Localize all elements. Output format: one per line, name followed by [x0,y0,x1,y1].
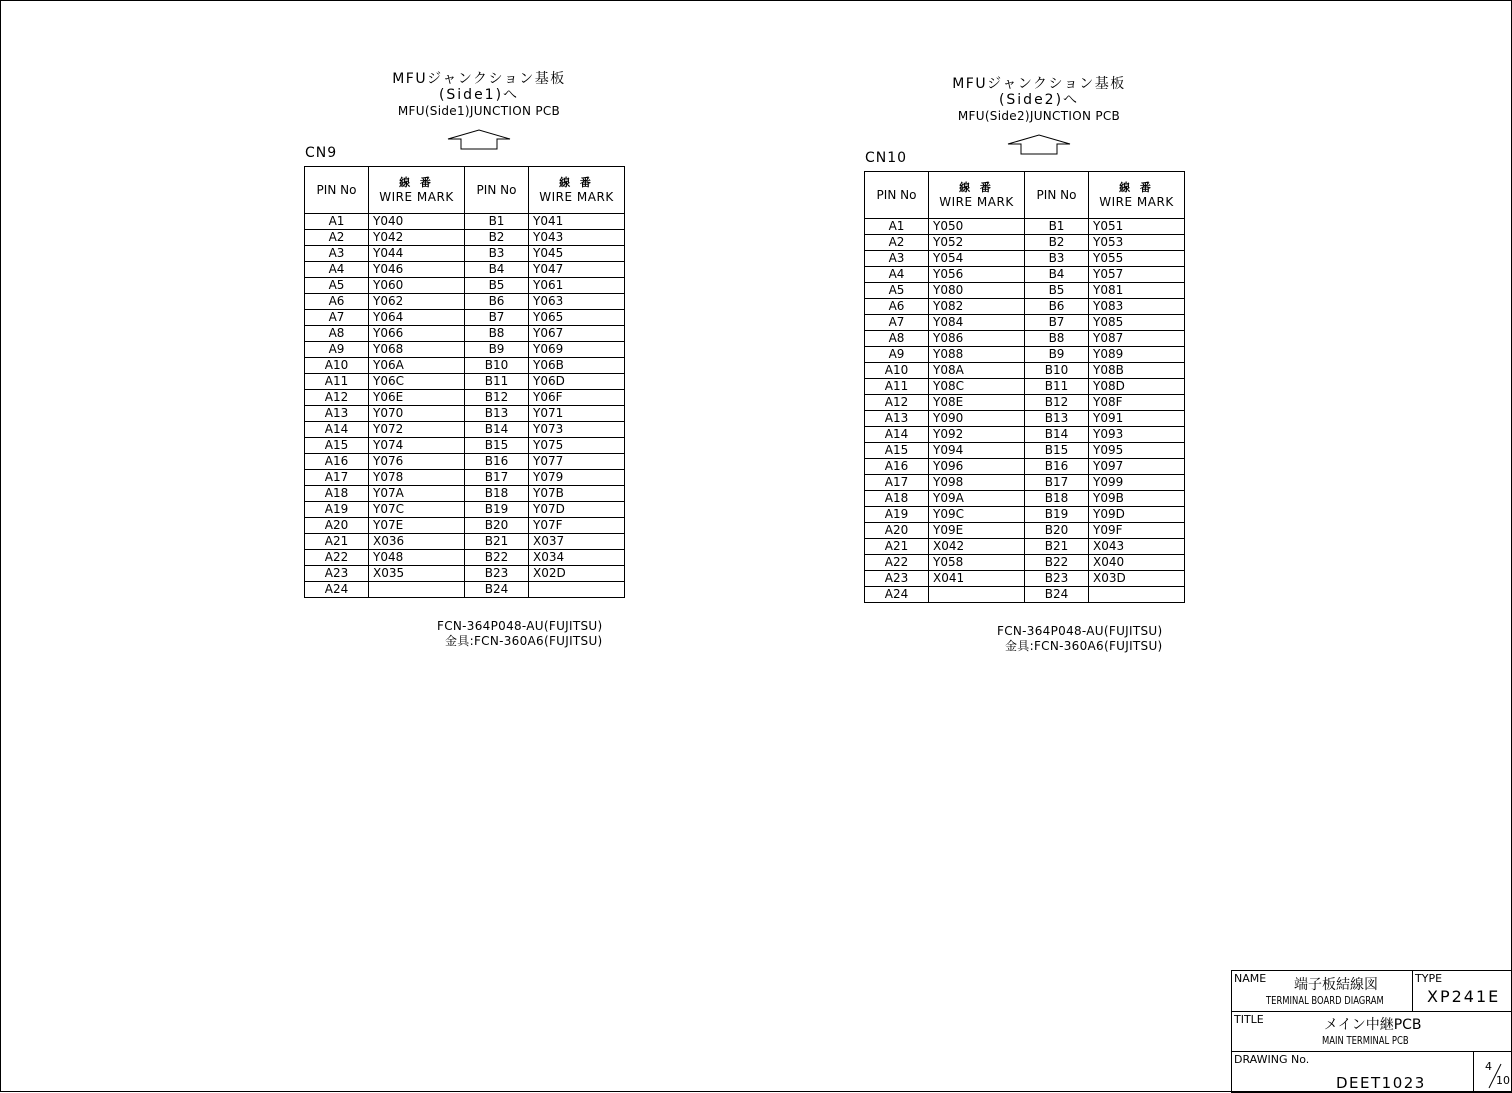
wire-mark-cell: Y08E [929,395,1025,411]
table-row [305,406,625,422]
table-row [865,235,1185,251]
pin-cell: A20 [305,518,369,534]
wire-mark-cell: Y07F [529,518,625,534]
connector-bracket: 金具:FCN-360A6(FUJITSU) [1005,639,1163,653]
pin-cell: A3 [305,246,369,262]
wire-mark-cell: Y073 [529,422,625,438]
connector-part: FCN-364P048-AU(FUJITSU) [997,624,1163,638]
pin-cell: A6 [305,294,369,310]
pin-cell: A2 [305,230,369,246]
wire-mark-cell: Y06B [529,358,625,374]
wire-mark-cell: Y08D [1089,379,1185,395]
pin-cell: A4 [305,262,369,278]
wire-mark-cell: Y09F [1089,523,1185,539]
connector-part-note [437,619,603,649]
table-row [305,486,625,502]
sheet-num: 4 [1485,1060,1492,1073]
pin-cell: A13 [865,411,929,427]
wire-mark-cell: Y07D [529,502,625,518]
name-jp: 端子板結線図 [1294,977,1378,993]
table-header-row [305,167,625,214]
pin-cell: B24 [465,582,529,598]
wire-mark-cell: Y084 [929,315,1025,331]
table-row [305,518,625,534]
table-row [305,454,625,470]
wire-mark-cell: Y050 [929,219,1025,235]
wire-mark-cell: Y089 [1089,347,1185,363]
pin-cell: B1 [1025,219,1089,235]
pin-cell: A24 [865,587,929,603]
table-row [865,283,1185,299]
pin-cell: A17 [865,475,929,491]
pin-header: PIN No [865,172,929,219]
table-row [865,395,1185,411]
table-row [865,315,1185,331]
pin-cell: A10 [865,363,929,379]
wire-mark-cell [929,587,1025,603]
pin-header: PIN No [465,167,529,214]
sheet-total: 10 [1496,1074,1510,1087]
wire-mark-cell: Y085 [1089,315,1185,331]
table-row [865,555,1185,571]
pin-cell: B12 [465,390,529,406]
table-row [305,550,625,566]
wire-mark-cell [529,582,625,598]
table-row [865,251,1185,267]
wire-mark-cell: Y096 [929,459,1025,475]
pin-cell: B9 [1025,347,1089,363]
header-line1: MFUジャンクション基板 [392,71,566,87]
table-row [865,347,1185,363]
table-row [305,262,625,278]
wire-mark-cell: Y095 [1089,443,1185,459]
wire-mark-cell: Y045 [529,246,625,262]
up-arrow-icon [1007,134,1071,156]
pin-cell: B3 [1025,251,1089,267]
wire-mark-cell: Y090 [929,411,1025,427]
pin-cell: A21 [865,539,929,555]
table-row [305,438,625,454]
pin-cell: B4 [465,262,529,278]
wire-mark-cell: Y094 [929,443,1025,459]
pin-header: PIN No [1025,172,1089,219]
wire-mark-cell: X036 [369,534,465,550]
pin-cell: A12 [305,390,369,406]
table-row [865,571,1185,587]
sheet-cell [1473,1051,1512,1093]
pin-cell: A22 [865,555,929,571]
pin-cell: B17 [465,470,529,486]
connector-label: CN9 [305,145,338,161]
header-line2: (Side1)へ [438,87,520,103]
pin-cell: B15 [1025,443,1089,459]
wire-mark-cell: X042 [929,539,1025,555]
table-row [305,214,625,230]
wire-mark-cell: X041 [929,571,1025,587]
wire-mark-cell [369,582,465,598]
type-cell [1412,970,1512,1012]
pin-cell: A14 [865,427,929,443]
pin-cell: A23 [305,566,369,582]
wire-mark-cell: Y07A [369,486,465,502]
pin-cell: B10 [465,358,529,374]
pin-cell: B20 [465,518,529,534]
wire-mark-cell: Y093 [1089,427,1185,443]
pin-cell: B7 [465,310,529,326]
wire-mark-cell: Y087 [1089,331,1185,347]
wire-mark-cell: Y08C [929,379,1025,395]
pin-cell: B11 [1025,379,1089,395]
wire-mark-cell: Y069 [529,342,625,358]
wire-mark-cell: Y06A [369,358,465,374]
wire-mark-cell: Y055 [1089,251,1185,267]
wire-mark-cell: Y064 [369,310,465,326]
wire-mark-cell: Y047 [529,262,625,278]
wire-mark-cell: Y086 [929,331,1025,347]
wire-mark-cell: Y052 [929,235,1025,251]
wire-mark-cell: Y057 [1089,267,1185,283]
pin-cell: A20 [865,523,929,539]
pin-header: PIN No [305,167,369,214]
table-row [865,459,1185,475]
table-row [865,299,1185,315]
pin-cell: B5 [1025,283,1089,299]
pin-cell: B15 [465,438,529,454]
pin-cell: A11 [305,374,369,390]
wire-mark-cell: Y06E [369,390,465,406]
wire-mark-cell: Y07E [369,518,465,534]
pin-cell: B22 [1025,555,1089,571]
name-label: NAME [1234,972,1267,985]
pin-cell: B7 [1025,315,1089,331]
table-row [305,534,625,550]
pin-cell: A6 [865,299,929,315]
pin-cell: A2 [865,235,929,251]
wire-mark-cell: Y06F [529,390,625,406]
wire-mark-cell: Y099 [1089,475,1185,491]
pin-cell: B12 [1025,395,1089,411]
wire-mark-cell: Y082 [929,299,1025,315]
pin-cell: B4 [1025,267,1089,283]
wire-mark-cell: Y040 [369,214,465,230]
header-block-2 [929,76,1149,124]
wire-mark-cell: Y097 [1089,459,1185,475]
header-line3: MFU(Side2)JUNCTION PCB [957,109,1121,123]
wire-mark-cell [1089,587,1185,603]
pin-cell: B6 [1025,299,1089,315]
title-block [1231,970,1512,1092]
wire-mark-cell: Y079 [529,470,625,486]
table-row [305,374,625,390]
pin-cell: A10 [305,358,369,374]
pin-cell: A17 [305,470,369,486]
header-line1: MFUジャンクション基板 [952,76,1126,92]
pin-cell: A7 [305,310,369,326]
table-row [305,502,625,518]
pin-cell: B3 [465,246,529,262]
wire-mark-cell: Y092 [929,427,1025,443]
wire-mark-cell: Y08B [1089,363,1185,379]
wire-mark-cell: Y062 [369,294,465,310]
pin-cell: B19 [465,502,529,518]
wire-mark-cell: Y098 [929,475,1025,491]
pin-cell: A1 [865,219,929,235]
pin-cell: A19 [865,507,929,523]
wire-mark-cell: Y060 [369,278,465,294]
wire-mark-cell: Y09D [1089,507,1185,523]
pin-cell: A12 [865,395,929,411]
wire-mark-cell: Y078 [369,470,465,486]
wire-mark-cell: Y081 [1089,283,1185,299]
pin-table [304,166,625,598]
type-value: XP241E [1427,987,1501,1006]
pin-cell: B2 [465,230,529,246]
table-row [305,582,625,598]
wire-header: 線 番 WIRE MARK [529,167,625,214]
wire-mark-cell: Y07C [369,502,465,518]
wire-mark-cell: Y09C [929,507,1025,523]
wire-mark-cell: Y074 [369,438,465,454]
pin-cell: B17 [1025,475,1089,491]
drawing-label: DRAWING No. [1234,1053,1310,1066]
pin-cell: A15 [865,443,929,459]
drawing-value: DEET1023 [1336,1074,1426,1092]
name-cell [1231,970,1413,1012]
table-row [305,422,625,438]
table-row [865,267,1185,283]
pin-cell: B16 [1025,459,1089,475]
pin-cell: B18 [465,486,529,502]
drawing-cell [1231,1051,1474,1093]
wire-mark-cell: X03D [1089,571,1185,587]
table-row [305,246,625,262]
type-label: TYPE [1415,972,1443,985]
wire-mark-cell: Y051 [1089,219,1185,235]
wire-mark-cell: Y061 [529,278,625,294]
table-row [865,587,1185,603]
pin-cell: A5 [865,283,929,299]
wire-mark-cell: Y08A [929,363,1025,379]
up-arrow-icon [447,129,511,151]
pin-cell: A13 [305,406,369,422]
wire-mark-cell: Y077 [529,454,625,470]
pin-cell: A7 [865,315,929,331]
wire-mark-cell: Y07B [529,486,625,502]
pin-cell: B2 [1025,235,1089,251]
wire-mark-cell: Y09E [929,523,1025,539]
pin-cell: A8 [865,331,929,347]
pin-cell: A9 [865,347,929,363]
table-row [865,379,1185,395]
wire-mark-cell: X043 [1089,539,1185,555]
pin-cell: A23 [865,571,929,587]
wire-mark-cell: Y071 [529,406,625,422]
table-row [865,363,1185,379]
wire-mark-cell: Y044 [369,246,465,262]
wire-mark-cell: X034 [529,550,625,566]
wire-mark-cell: Y063 [529,294,625,310]
wire-mark-cell: X037 [529,534,625,550]
pin-cell: A5 [305,278,369,294]
table-row [305,358,625,374]
table-row [305,326,625,342]
wire-mark-cell: Y070 [369,406,465,422]
header-block-1 [369,71,589,119]
pin-cell: B24 [1025,587,1089,603]
table-row [865,491,1185,507]
pin-cell: A18 [865,491,929,507]
wire-mark-cell: Y075 [529,438,625,454]
connector-label: CN10 [865,150,908,166]
title-jp: メイン中継PCB [1324,1017,1422,1033]
wire-mark-cell: Y08F [1089,395,1185,411]
table-row [865,475,1185,491]
table-row [305,390,625,406]
table-row [305,278,625,294]
pin-cell: B8 [465,326,529,342]
table-row [865,539,1185,555]
table-row [865,443,1185,459]
pin-table [864,171,1185,603]
pin-cell: B1 [465,214,529,230]
wire-mark-cell: Y043 [529,230,625,246]
pin-cell: A19 [305,502,369,518]
wire-mark-cell: Y088 [929,347,1025,363]
wire-mark-cell: X02D [529,566,625,582]
wire-header: 線 番 WIRE MARK [1089,172,1185,219]
wire-header: 線 番 WIRE MARK [929,172,1025,219]
table-row [305,230,625,246]
pin-cell: A24 [305,582,369,598]
table-row [865,411,1185,427]
pin-cell: A16 [305,454,369,470]
wire-mark-cell: Y065 [529,310,625,326]
wire-mark-cell: Y058 [929,555,1025,571]
name-en: TERMINAL BOARD DIAGRAM [1266,994,1384,1007]
pin-cell: A22 [305,550,369,566]
table-row [865,507,1185,523]
connector-bracket: 金具:FCN-360A6(FUJITSU) [445,634,603,648]
pin-cell: B13 [1025,411,1089,427]
wire-mark-cell: Y041 [529,214,625,230]
pin-cell: B20 [1025,523,1089,539]
wire-mark-cell: Y066 [369,326,465,342]
table-row [305,566,625,582]
wire-mark-cell: Y06D [529,374,625,390]
title-en: MAIN TERMINAL PCB [1322,1034,1409,1047]
title-cell [1231,1011,1512,1052]
header-line2: (Side2)へ [998,92,1080,108]
wire-mark-cell: Y09B [1089,491,1185,507]
pin-cell: A18 [305,486,369,502]
table-row [305,470,625,486]
wire-mark-cell: Y053 [1089,235,1185,251]
table-row [305,294,625,310]
pin-cell: B8 [1025,331,1089,347]
pin-cell: B21 [465,534,529,550]
wire-header: 線 番 WIRE MARK [369,167,465,214]
wire-mark-cell: X035 [369,566,465,582]
table-row [865,331,1185,347]
pin-cell: B13 [465,406,529,422]
title-label: TITLE [1234,1013,1264,1026]
wire-mark-cell: X040 [1089,555,1185,571]
pin-cell: A3 [865,251,929,267]
table-row [865,219,1185,235]
pin-cell: A11 [865,379,929,395]
pin-cell: A21 [305,534,369,550]
header-line3: MFU(Side1)JUNCTION PCB [397,104,561,118]
wire-mark-cell: Y083 [1089,299,1185,315]
pin-cell: B9 [465,342,529,358]
pin-cell: A16 [865,459,929,475]
wire-mark-cell: Y067 [529,326,625,342]
table-header-row [865,172,1185,219]
wire-mark-cell: Y068 [369,342,465,358]
wire-mark-cell: Y091 [1089,411,1185,427]
connector-part-note [997,624,1163,654]
table-row [305,342,625,358]
wire-mark-cell: Y048 [369,550,465,566]
table-row [305,310,625,326]
pin-cell: B16 [465,454,529,470]
pin-cell: A14 [305,422,369,438]
wire-mark-cell: Y080 [929,283,1025,299]
pin-cell: B19 [1025,507,1089,523]
pin-cell: B10 [1025,363,1089,379]
wire-mark-cell: Y054 [929,251,1025,267]
pin-cell: B22 [465,550,529,566]
wire-mark-cell: Y06C [369,374,465,390]
wire-mark-cell: Y076 [369,454,465,470]
wire-mark-cell: Y042 [369,230,465,246]
connector-part: FCN-364P048-AU(FUJITSU) [437,619,603,633]
pin-cell: B6 [465,294,529,310]
wire-mark-cell: Y046 [369,262,465,278]
table-row [865,523,1185,539]
pin-cell: B11 [465,374,529,390]
pin-cell: B21 [1025,539,1089,555]
pin-cell: B5 [465,278,529,294]
pin-cell: A4 [865,267,929,283]
pin-cell: A1 [305,214,369,230]
pin-cell: B14 [1025,427,1089,443]
pin-cell: A9 [305,342,369,358]
pin-cell: A8 [305,326,369,342]
wire-mark-cell: Y09A [929,491,1025,507]
table-row [865,427,1185,443]
pin-cell: B23 [465,566,529,582]
pin-cell: B18 [1025,491,1089,507]
pin-cell: B23 [1025,571,1089,587]
pin-cell: A15 [305,438,369,454]
pin-cell: B14 [465,422,529,438]
wire-mark-cell: Y072 [369,422,465,438]
wire-mark-cell: Y056 [929,267,1025,283]
